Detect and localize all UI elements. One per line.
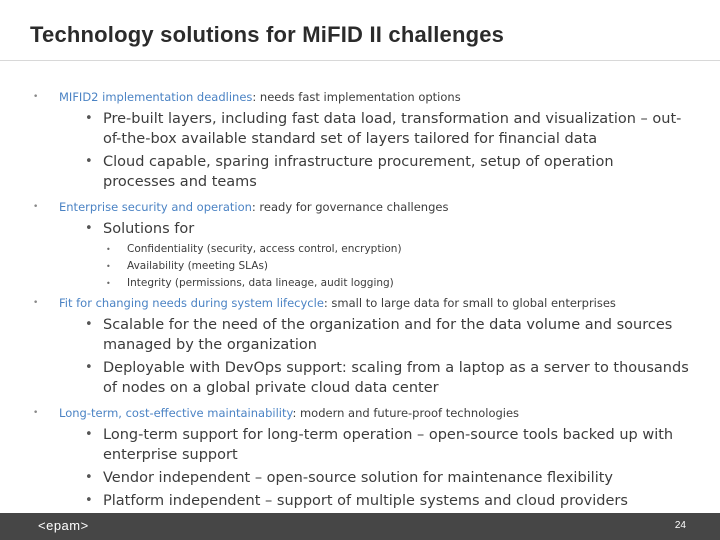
bullet-icon: •: [85, 221, 93, 236]
list-item-text: Deployable with DevOps support: scaling from a laptop as a server to thousands of nodes on a global private cloud data center: [103, 360, 689, 396]
section-rest: : small to large data for small to global enterprises: [323, 296, 616, 310]
section-rest: : needs fast implementation options: [252, 90, 461, 104]
bullet-icon: •: [85, 317, 93, 332]
section-lead: Long-term, cost-effective maintainability: [59, 406, 293, 420]
footer-bar: [0, 513, 720, 540]
bullet-icon: •: [106, 245, 111, 254]
list-item: [0, 491, 720, 511]
list-item-text: Solutions for: [103, 221, 195, 237]
bullet-icon: •: [33, 202, 39, 212]
list-item: [0, 109, 720, 149]
section-rest: : modern and future-proof technologies: [292, 406, 520, 420]
page-number: 24: [674, 520, 686, 531]
list-item-text: Cloud capable, sparing infrastructure procurement, setup of operation processes and teams: [103, 154, 614, 190]
list-item: [0, 315, 720, 355]
bullet-icon: •: [85, 111, 93, 126]
bullet-icon: •: [85, 493, 93, 508]
list-item-text: Vendor independent – open-source solution for maintenance flexibility: [103, 470, 613, 486]
section-lead: Fit for changing needs during system lifecycle: [59, 296, 324, 310]
section-lead: MIFID2 implementation deadlines: [59, 90, 253, 104]
slide-content: [0, 88, 720, 511]
list-item: [0, 358, 720, 398]
bullet-icon: •: [85, 427, 93, 442]
list-item: [0, 152, 720, 192]
bullet-icon: •: [33, 92, 39, 102]
sub-list-item-text: Confidentiality (security, access control, encryption): [127, 243, 402, 255]
bullet-icon: •: [106, 262, 111, 271]
section-deadlines: [0, 88, 720, 106]
section-lead: Enterprise security and operation: [59, 200, 252, 214]
section-rest: : ready for governance challenges: [251, 200, 449, 214]
list-item-text: Pre-built layers, including fast data load, transformation and visualization – out-of-the-box available standard set of layers tailored for financial data: [103, 111, 682, 147]
sub-list-item-text: Availability (meeting SLAs): [127, 260, 269, 272]
list-item: [0, 219, 720, 239]
bullet-icon: •: [85, 470, 93, 485]
sub-list-item-text: Integrity (permissions, data lineage, audit logging): [127, 277, 394, 289]
list-item-text: Long-term support for long-term operation – open-source tools backed up with enterprise support: [103, 427, 674, 463]
slide-title: Technology solutions for MiFID II challenges: [30, 22, 505, 47]
epam-logo: <epam>: [38, 518, 89, 533]
section-lifecycle: [0, 294, 720, 312]
section-maintainability: [0, 404, 720, 422]
sub-list-item: [0, 241, 720, 258]
section-security: [0, 198, 720, 216]
bullet-icon: •: [106, 279, 111, 288]
sub-list-item: [0, 275, 720, 292]
list-item-text: Scalable for the need of the organization and for the data volume and sources managed by the organization: [103, 317, 673, 353]
list-item: [0, 425, 720, 465]
list-item-text: Platform independent – support of multiple systems and cloud providers: [103, 493, 628, 509]
title-divider: [0, 60, 720, 61]
bullet-icon: •: [33, 408, 39, 418]
bullet-icon: •: [33, 298, 39, 308]
bullet-icon: •: [85, 154, 93, 169]
sub-list-item: [0, 258, 720, 275]
bullet-icon: •: [85, 360, 93, 375]
list-item: [0, 468, 720, 488]
